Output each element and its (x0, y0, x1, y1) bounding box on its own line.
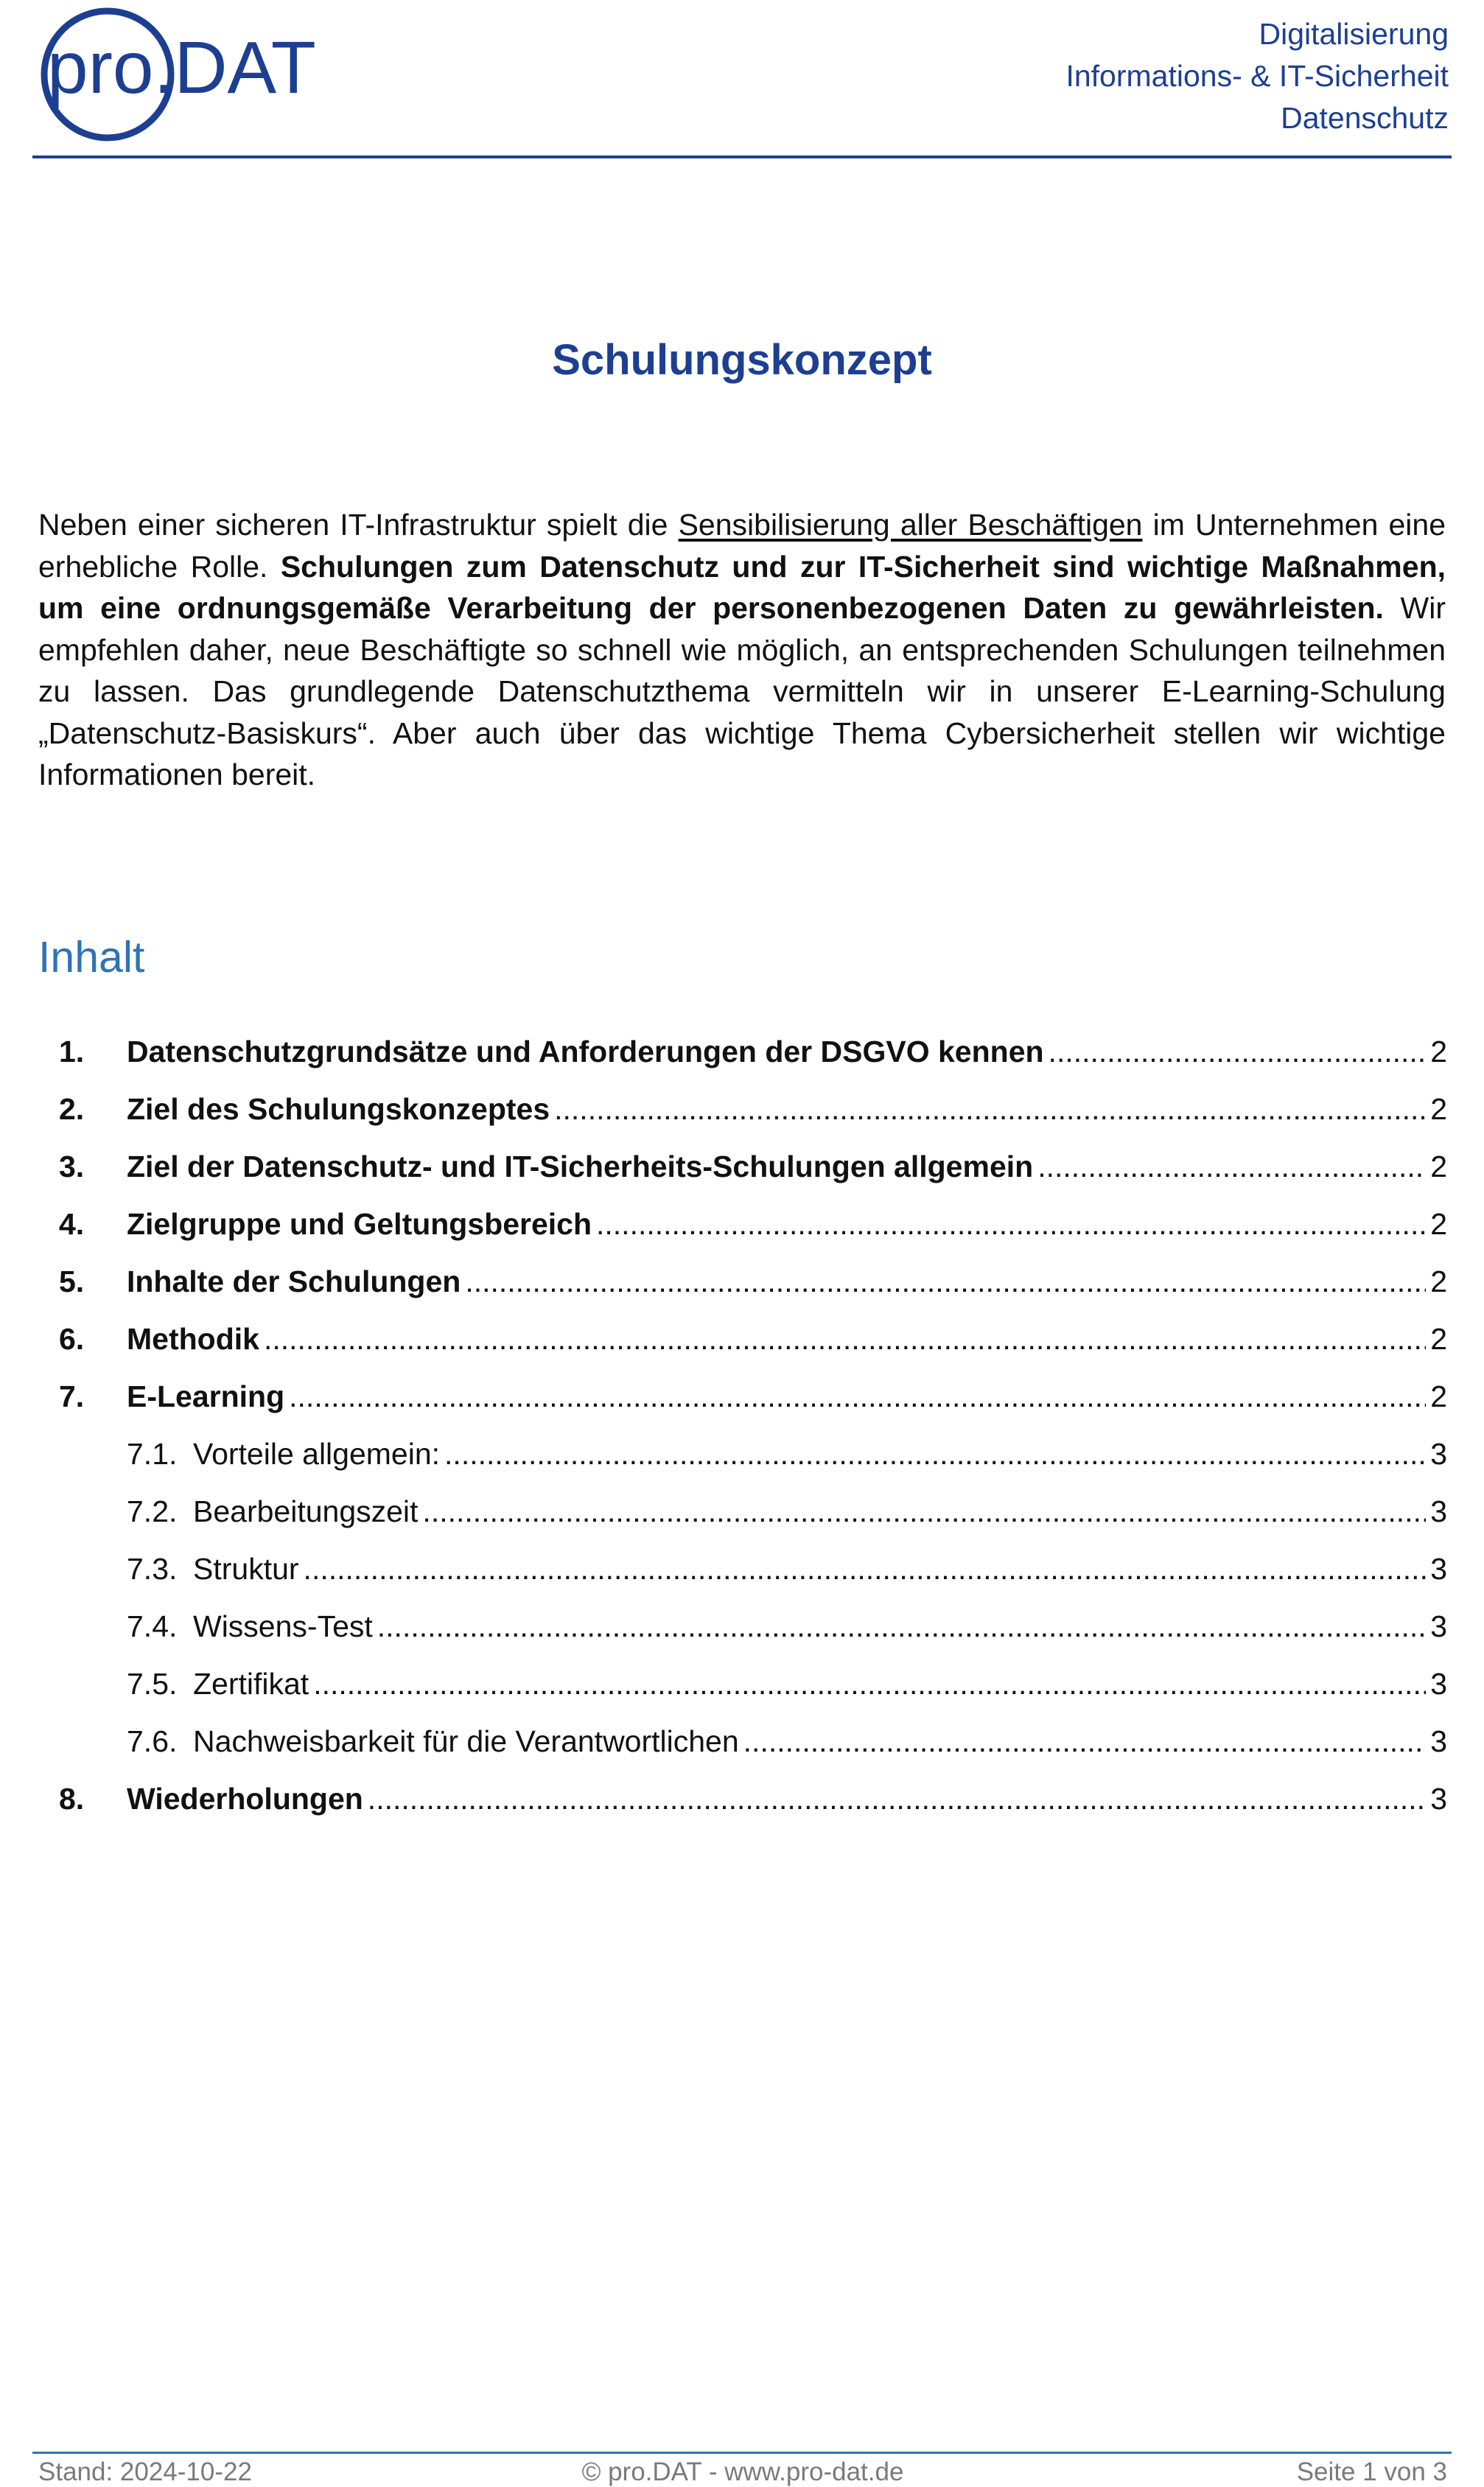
tagline-line-2: Informations- & IT-Sicherheit (1065, 59, 1449, 93)
toc-entry-number: 7.5. (127, 1667, 178, 1701)
toc-entry-label: Struktur (193, 1552, 299, 1586)
toc-entry-page: 3 (1430, 1552, 1447, 1586)
tagline-line-3: Datenschutz (1281, 101, 1449, 135)
toc-entry-label: Datenschutzgrundsätze und Anforderungen der DSGVO kennen (127, 1035, 1044, 1068)
toc-entry-page: 2 (1430, 1265, 1447, 1298)
toc-leader-dots (313, 1667, 1426, 1701)
toc-entry-label: Wissens-Test (193, 1609, 373, 1643)
toc-entry-page: 2 (1430, 1207, 1447, 1241)
toc-entry-page: 2 (1430, 1035, 1447, 1068)
toc-entry-page: 3 (1430, 1782, 1447, 1816)
toc-entry-page: 2 (1430, 1379, 1447, 1413)
toc-entry-page: 3 (1430, 1724, 1447, 1758)
toc-leader-dots (368, 1782, 1426, 1816)
toc-entry-page: 3 (1430, 1609, 1447, 1643)
toc-entry-label: Vorteile allgemein: (193, 1437, 441, 1471)
toc-leader-dots (264, 1322, 1426, 1357)
toc-entry-label: Zielgruppe und Geltungsbereich (127, 1207, 592, 1241)
toc-entry-number: 1. (59, 1035, 85, 1068)
toc-leader-dots (1037, 1150, 1426, 1184)
footer-copyright: © pro.DAT - www.pro-dat.de (581, 2458, 904, 2486)
footer-date: Stand: 2024-10-22 (38, 2458, 252, 2486)
toc-entry[interactable] (38, 1437, 1447, 1494)
toc-entry-page: 2 (1430, 1092, 1447, 1126)
toc-entry-page: 3 (1430, 1667, 1447, 1701)
toc-entry-number: 6. (59, 1322, 85, 1356)
toc-entry[interactable] (38, 1207, 1447, 1265)
toc-leader-dots (465, 1265, 1426, 1299)
intro-part-2: im Unternehmen eine erhebliche Rolle. (38, 508, 1446, 584)
toc-entry-label: Methodik (127, 1322, 259, 1356)
toc-entry[interactable] (38, 1609, 1447, 1667)
toc-leader-dots (444, 1437, 1426, 1472)
intro-bold: Schulungen zum Datenschutz und zur IT-Sicherheit sind wichtige Maßnahmen, um eine ordnungsgemäße Verarbeitung der personenbezogenen Daten zu gewährleisten. (38, 549, 1446, 625)
toc-entry-label: Zertifikat (193, 1667, 309, 1701)
header-rule (32, 155, 1452, 158)
toc-entry-page: 2 (1430, 1150, 1447, 1183)
toc-entry[interactable] (38, 1322, 1447, 1379)
intro-part-1: Neben einer sicheren IT-Infrastruktur spielt die (38, 508, 679, 542)
table-of-contents (38, 1035, 1447, 1839)
logo (37, 3, 346, 143)
toc-leader-dots (422, 1494, 1426, 1529)
toc-entry-number: 7.3. (127, 1552, 178, 1586)
toc-entry[interactable] (38, 1724, 1447, 1782)
toc-leader-dots (304, 1552, 1427, 1587)
toc-entry-number: 7.2. (127, 1494, 178, 1528)
toc-entry-label: Nachweisbarkeit für die Verantwortlichen (193, 1724, 739, 1758)
toc-entry-number: 7. (59, 1379, 85, 1413)
document-title: Schulungskonzept (552, 336, 932, 384)
logo-text: pro.DAT (47, 27, 316, 109)
toc-leader-dots (289, 1379, 1426, 1414)
toc-entry-number: 7.6. (127, 1724, 178, 1758)
tagline (1065, 13, 1449, 139)
toc-entry-number: 5. (59, 1265, 85, 1298)
toc-leader-dots (596, 1207, 1426, 1242)
toc-entry-page: 2 (1430, 1322, 1447, 1356)
toc-leader-dots (554, 1092, 1426, 1127)
toc-entry[interactable] (38, 1035, 1447, 1092)
toc-entry-page: 3 (1430, 1437, 1447, 1471)
toc-entry[interactable] (38, 1379, 1447, 1437)
toc-entry[interactable] (38, 1667, 1447, 1724)
toc-entry-number: 2. (59, 1092, 85, 1126)
toc-entry-label: E-Learning (127, 1379, 285, 1413)
toc-entry[interactable] (38, 1552, 1447, 1609)
toc-entry[interactable] (38, 1782, 1447, 1839)
toc-entry-label: Ziel des Schulungskonzeptes (127, 1092, 550, 1126)
intro-paragraph (38, 504, 1446, 796)
toc-entry-number: 7.4. (127, 1609, 178, 1643)
toc-entry[interactable] (38, 1150, 1447, 1207)
toc-entry-number: 4. (59, 1207, 85, 1241)
toc-entry[interactable] (38, 1494, 1447, 1552)
toc-entry-number: 7.1. (127, 1437, 178, 1471)
toc-entry-label: Bearbeitungszeit (193, 1494, 419, 1528)
toc-leader-dots (743, 1724, 1427, 1759)
toc-leader-dots (1049, 1035, 1427, 1069)
toc-entry-label: Ziel der Datenschutz- und IT-Sicherheits-Schulungen allgemein (127, 1150, 1034, 1183)
footer-page-number: Seite 1 von 3 (1296, 2458, 1447, 2486)
footer-rule (32, 2452, 1452, 2454)
toc-entry[interactable] (38, 1092, 1447, 1150)
intro-part-3: Wir empfehlen daher, neue Beschäftigte so schnell wie möglich, an entsprechenden Schulungen teilnehmen zu lassen. Das grundlegende Datenschutzthema vermitteln wir in unserer E-Learning-Schulung „Datenschutz-Basiskurs“. Aber auch über das wichtige Thema Cybersicherheit stellen wir wichtige Informationen bereit. (38, 591, 1446, 791)
toc-entry[interactable] (38, 1265, 1447, 1322)
tagline-line-1: Digitalisierung (1259, 17, 1449, 51)
prodat-logo-icon (37, 3, 346, 143)
toc-entry-number: 8. (59, 1782, 85, 1816)
toc-entry-number: 3. (59, 1150, 85, 1183)
toc-entry-page: 3 (1430, 1494, 1447, 1528)
toc-heading: Inhalt (38, 933, 145, 982)
intro-underlined: Sensibilisierung aller Beschäftigen (678, 508, 1143, 542)
toc-entry-label: Inhalte der Schulungen (127, 1265, 461, 1298)
toc-leader-dots (377, 1609, 1426, 1644)
toc-entry-label: Wiederholungen (127, 1782, 363, 1816)
